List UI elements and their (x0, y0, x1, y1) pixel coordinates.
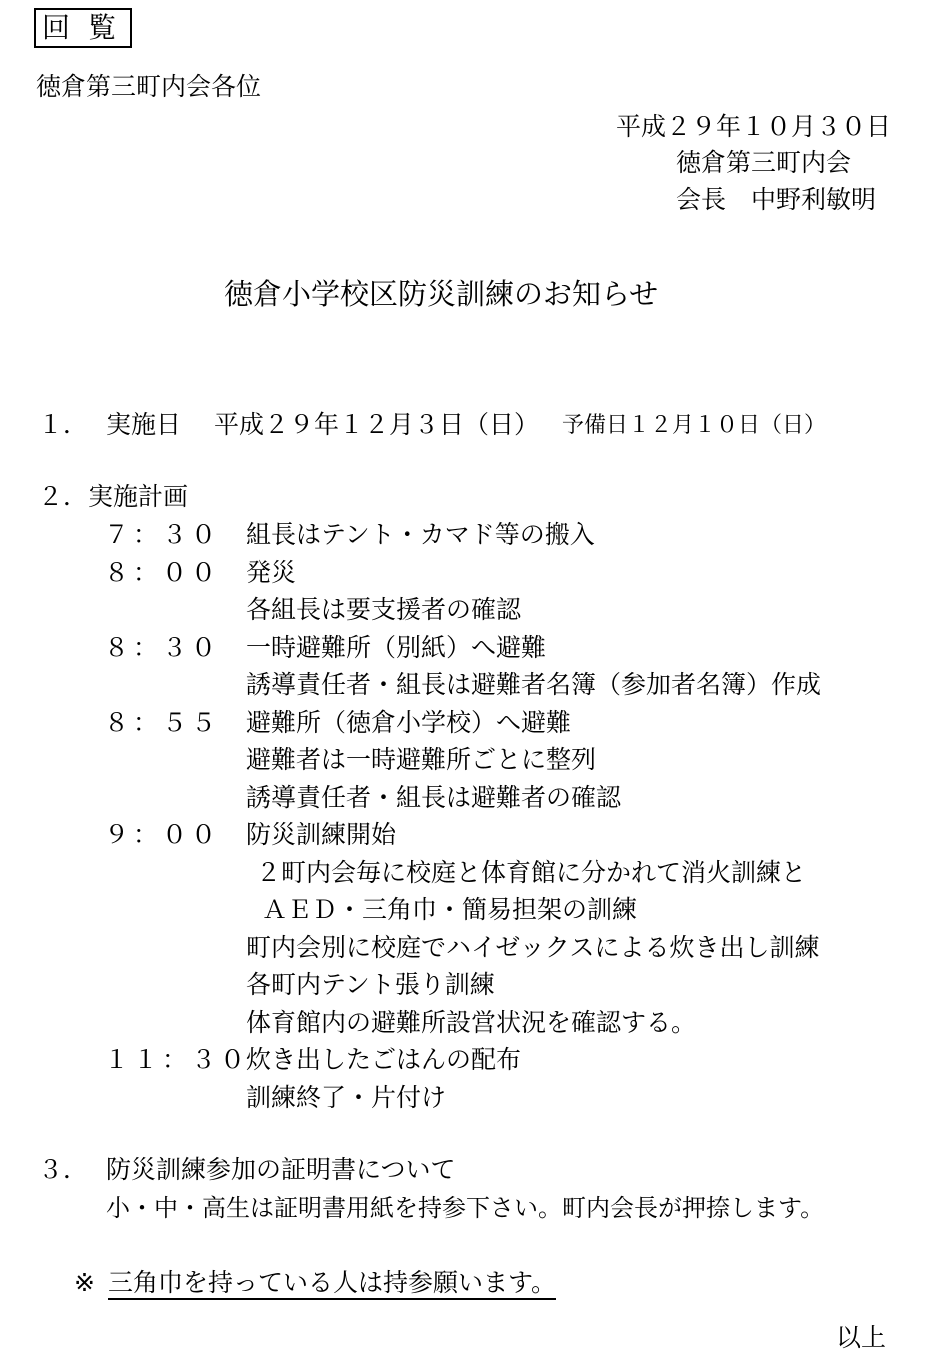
circulation-stamp: 回覧 (34, 8, 132, 48)
schedule-time: １１：３０ (104, 1045, 250, 1074)
section3-number: ３． (38, 1155, 89, 1184)
sender-name: 会長 中野利敏明 (676, 185, 877, 214)
section2-heading: ２．実施計画 (38, 482, 189, 511)
note-text: 三角巾を持っている人は持参願います。 (108, 1268, 556, 1300)
schedule-line: 組長はテント・カマド等の搬入 (246, 520, 595, 549)
issue-date: 平成２９年１０月３０日 (615, 112, 891, 141)
schedule-line: 一時避難所（別紙）へ避難 (246, 632, 547, 662)
schedule-line: 訓練終了・片付け (246, 1082, 447, 1112)
section3-heading: 防災訓練参加の証明書について (106, 1155, 456, 1184)
schedule-time: ８：３０ (104, 632, 221, 662)
schedule-line: 体育館内の避難所設営状況を確認する。 (246, 1007, 697, 1037)
schedule-line: 誘導責任者・組長は避難者名簿（参加者名簿）作成 (246, 670, 822, 699)
schedule-line: 炊き出したごはんの配布 (246, 1045, 522, 1074)
schedule-time: ９：００ (104, 820, 221, 849)
schedule-line: 町内会別に校庭でハイゼックスによる炊き出し訓練 (246, 932, 820, 962)
section1-date: 平成２９年１２月３日（日） (214, 410, 540, 439)
closing: 以上 (836, 1323, 887, 1352)
sender-organization: 徳倉第三町内会 (676, 148, 852, 177)
note-mark: ※ (74, 1268, 95, 1297)
schedule-time: ８：００ (104, 557, 221, 587)
section1-reserve-date: 予備日１２月１０日（日） (562, 413, 827, 438)
addressee: 徳倉第三町内会各位 (36, 72, 262, 101)
schedule-line: 避難所（徳倉小学校）へ避難 (246, 707, 572, 737)
schedule-line: ＡＥＤ・三角巾・簡易担架の訓練 (262, 895, 638, 924)
section1-number: １． (38, 410, 89, 439)
schedule-line: 発災 (246, 557, 297, 587)
schedule-line: 誘導責任者・組長は避難者の確認 (246, 782, 622, 812)
schedule-line: ２町内会毎に校庭と体育館に分かれて消火訓練と (256, 857, 807, 887)
schedule-time: ８：５５ (104, 707, 221, 737)
schedule-line: 各町内テント張り訓練 (246, 970, 495, 999)
schedule-line: 避難者は一時避難所ごとに整列 (246, 745, 597, 774)
schedule-time: ７：３０ (104, 520, 221, 549)
section1-label: 実施日 (106, 410, 182, 439)
document-title: 徳倉小学校区防災訓練のお知らせ (224, 277, 659, 311)
schedule-line: 各組長は要支援者の確認 (246, 595, 522, 624)
schedule-line: 防災訓練開始 (246, 820, 397, 849)
section3-body: 小・中・高生は証明書用紙を持参下さい。町内会長が押捺します。 (106, 1194, 825, 1222)
